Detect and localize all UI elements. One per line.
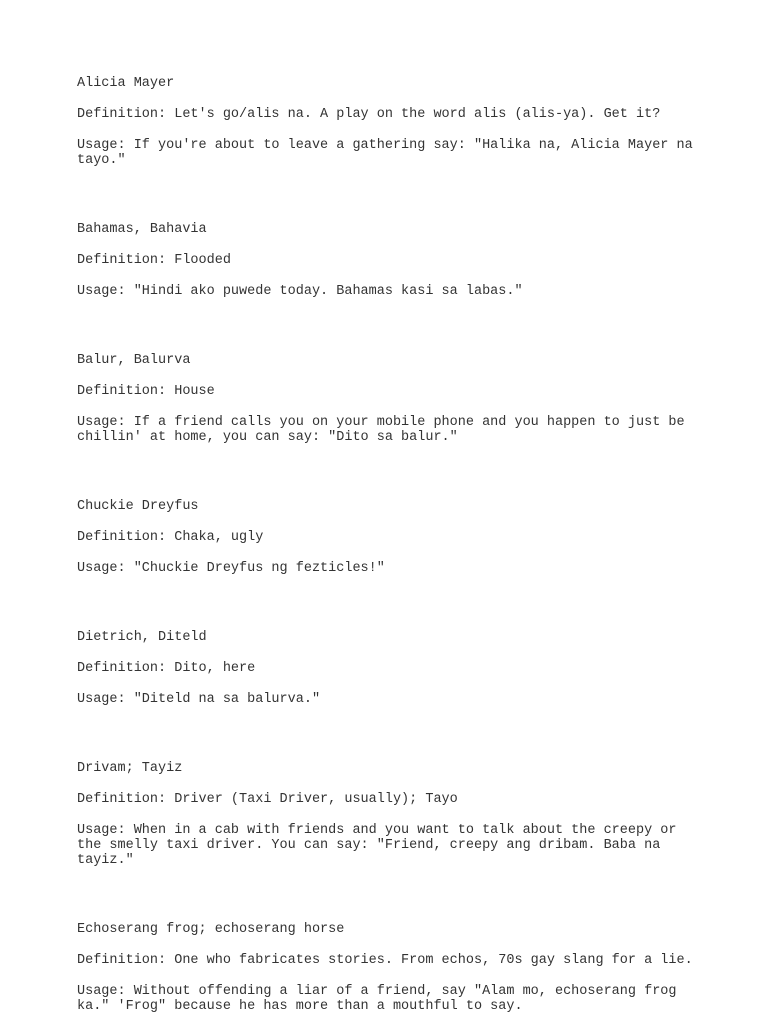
entry-usage: Usage: When in a cab with friends and you want to talk about the creepy or the smelly taxi driver. You can say: "Friend, creepy ang dribam. Baba na tayiz.": [77, 823, 677, 868]
document-page: [77, 76, 717, 1014]
entry-definition: Definition: Dito, here: [77, 661, 256, 676]
entry-definition: Definition: One who fabricates stories. From echos, 70s gay slang for a lie.: [77, 953, 693, 968]
glossary-entry: [77, 353, 717, 445]
glossary-entry: [77, 222, 717, 299]
entry-definition: Definition: Chaka, ugly: [77, 530, 264, 545]
glossary-entry: [77, 499, 717, 576]
entry-definition: Definition: House: [77, 384, 215, 399]
entry-usage: Usage: "Chuckie Dreyfus ng fezticles!": [77, 561, 385, 576]
entry-usage: Usage: "Hindi ako puwede today. Bahamas kasi sa labas.": [77, 284, 523, 299]
glossary-entry: [77, 922, 717, 1014]
entry-term: Alicia Mayer: [77, 76, 175, 91]
glossary-entry: [77, 630, 717, 707]
glossary-entry: [77, 761, 717, 868]
entry-definition: Definition: Let's go/alis na. A play on the word alis (alis-ya). Get it?: [77, 107, 661, 122]
entry-usage: Usage: If you're about to leave a gathering say: "Halika na, Alicia Mayer na tayo.": [77, 138, 693, 168]
glossary-entry: [77, 76, 717, 168]
entry-term: Echoserang frog; echoserang horse: [77, 922, 345, 937]
entry-term: Chuckie Dreyfus: [77, 499, 199, 514]
entry-term: Dietrich, Diteld: [77, 630, 207, 645]
entry-definition: Definition: Flooded: [77, 253, 231, 268]
entry-usage: Usage: Without offending a liar of a friend, say "Alam mo, echoserang frog ka." 'Frog" because he has more than a mouthful to say.: [77, 984, 677, 1014]
entry-term: Balur, Balurva: [77, 353, 191, 368]
entry-usage: Usage: If a friend calls you on your mobile phone and you happen to just be chillin' at home, you can say: "Dito sa balur.": [77, 415, 685, 445]
entry-term: Drivam; Tayiz: [77, 761, 183, 776]
entry-definition: Definition: Driver (Taxi Driver, usually); Tayo: [77, 792, 458, 807]
entry-usage: Usage: "Diteld na sa balurva.": [77, 692, 321, 707]
entry-term: Bahamas, Bahavia: [77, 222, 207, 237]
